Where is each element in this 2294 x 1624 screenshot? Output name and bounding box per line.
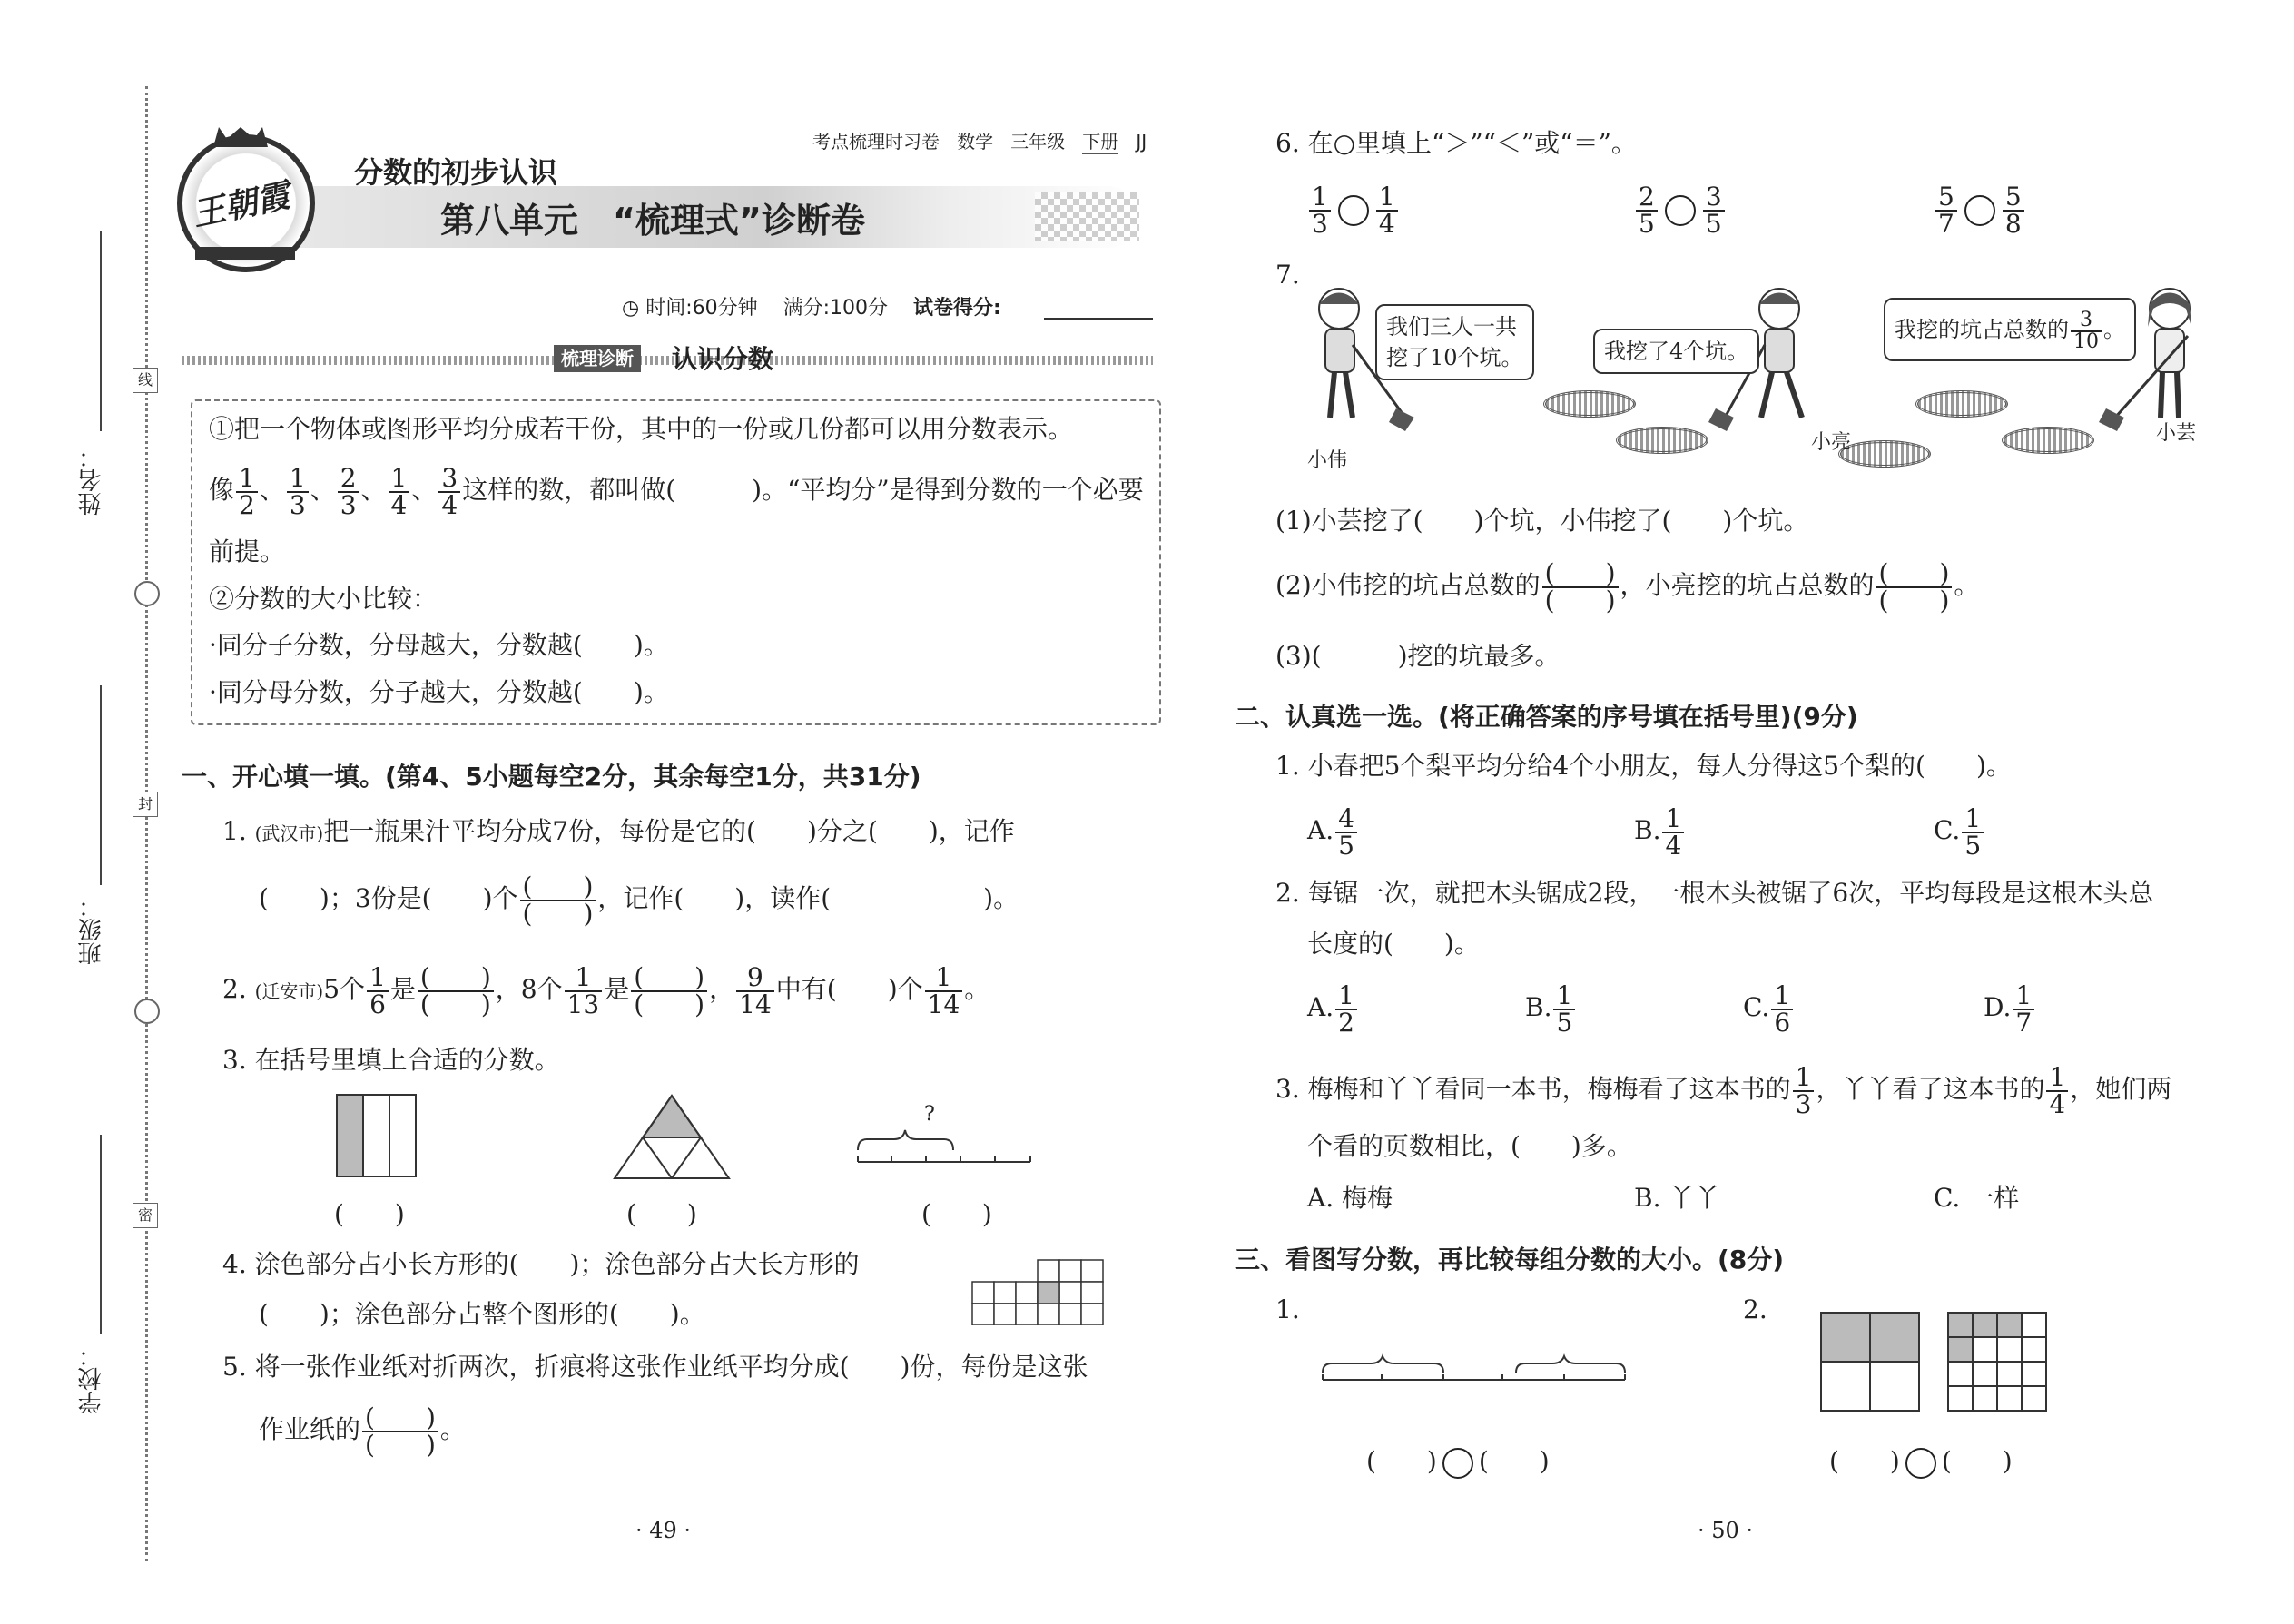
class-underline[interactable] [100, 685, 102, 885]
q1-source: (武汉市) [254, 822, 324, 844]
school-label: 学校： [78, 1343, 105, 1414]
name-xiaowei: 小伟 [1307, 449, 1348, 472]
score-field[interactable] [1044, 318, 1153, 320]
school-underline[interactable] [100, 1135, 102, 1334]
q4-line2: ( )；涂色部分占整个图形的( )。 [259, 1299, 705, 1329]
q3-segment-figure [853, 1112, 1035, 1176]
class-label: 班级： [78, 894, 105, 965]
s2-q1-option-b[interactable]: B. $\frac{1}{4}$ [1634, 799, 1686, 862]
s3-q2-square-4x4 [1947, 1312, 2047, 1412]
q6-frac-1-4: $\frac{1}{4}$ [1376, 184, 1398, 237]
review-frac-1: $\frac{1}{2}$ [236, 466, 258, 518]
q3-question-mark: ? [924, 1103, 935, 1126]
q6-compare-circle-1[interactable] [1338, 195, 1369, 226]
q7-sub3: (3)( )挖的坑最多。 [1275, 641, 1561, 671]
q6-pair-2 [1634, 172, 1727, 245]
q7-sub2: (2)小伟挖的坑占总数的 $\frac{( )}{( )}$ ，小亮挖的坑占总数的 $\frac{( )}{( )}$ 。 [1275, 557, 1980, 615]
header-grade: 三年级 [1010, 131, 1066, 153]
logo-text: 王朝霞 [189, 176, 293, 234]
name-label: 姓名： [78, 445, 105, 516]
q2-frac-1-6: $\frac{1}{6}$ [367, 965, 389, 1018]
logo-crown-icon [213, 127, 268, 147]
header-meta [812, 127, 1147, 153]
q3-rectangle-figure [336, 1094, 418, 1177]
exam-full-score: 满分:100分 [783, 297, 889, 320]
pit-1 [1543, 390, 1636, 418]
exam-info [622, 292, 1001, 325]
s2-q1-option-a[interactable]: A. $\frac{4}{5}$ [1307, 799, 1359, 862]
yun-frac-3-10: $\frac{3}{10}$ [2071, 310, 2102, 352]
binding-mark-line: 线 [133, 368, 158, 393]
pit-5 [2002, 427, 2094, 454]
q2-source: (迁安市) [254, 980, 324, 1002]
score-label: 试卷得分: [913, 297, 1001, 320]
q2-blank-fraction-1[interactable]: $\frac{( )}{( )}$ [418, 965, 494, 1018]
q7-number: 7. [1275, 260, 1300, 290]
section1-title: 一、开心填一填。(第4、5小题每空2分，其余每空1分，共31分) [182, 762, 921, 792]
q4-grid-figure [971, 1257, 1108, 1325]
header-edition: JJ [1136, 131, 1147, 153]
binding-mark-seal: 封 [133, 792, 158, 817]
q3-answer-2[interactable]: ( ) [626, 1199, 697, 1229]
section3-title: 三、看图写分数，再比较每组分数的大小。(8分) [1235, 1245, 1785, 1275]
binding-dotted-line [145, 86, 148, 1561]
q3-triangle-figure [613, 1094, 731, 1180]
review-divider [182, 356, 1153, 365]
page-number-right: · 50 · [1698, 1518, 1754, 1543]
s2-q2-option-b[interactable]: B. $\frac{1}{5}$ [1525, 976, 1577, 1039]
q2-frac-1-13: $\frac{1}{13}$ [565, 965, 603, 1018]
exam-time: 时间:60分钟 [645, 297, 758, 320]
topic-title: 分数的初步认识 [354, 155, 558, 190]
binding-icon-2 [134, 999, 160, 1024]
q1-blank-fraction[interactable]: $\frac{( )}{( )}$ [520, 874, 596, 927]
review-frac-4: $\frac{1}{4}$ [389, 466, 410, 518]
page-number-left: · 49 · [635, 1518, 692, 1543]
review-frac-5: $\frac{3}{4}$ [438, 466, 460, 518]
q2-frac-9-14: $\frac{9}{14}$ [736, 965, 774, 1018]
q3-answer-1[interactable]: ( ) [334, 1199, 405, 1229]
q3-title: 3. 在括号里填上合适的分数。 [222, 1045, 560, 1075]
review-p2-b: ·同分母分数，分子越大，分数越( )。 [209, 677, 669, 707]
q5-blank-fraction[interactable]: $\frac{( )}{( )}$ [362, 1405, 438, 1458]
s2-q3-frac-1-3: $\frac{1}{3}$ [1793, 1065, 1815, 1117]
q6-pair-3 [1934, 172, 2026, 245]
review-tag: 梳理诊断 [554, 345, 641, 372]
s2-q2-line1: 2. 每锯一次，就把木头锯成2段，一根木头被锯了6次，平均每段是这根木头总 [1275, 878, 2154, 908]
s2-q3-option-c[interactable]: C. 一样 [1934, 1183, 2020, 1213]
s3-q2-square-2x2 [1820, 1312, 1920, 1412]
pit-2 [1616, 427, 1708, 454]
exam-title: 第八单元 “梳理式”诊断卷 [440, 201, 865, 241]
s3-q1-answer[interactable]: ( ) ( ) [1366, 1443, 1550, 1480]
review-p1-line2: 像 $\frac{1}{2}$ 、 $\frac{1}{3}$ 、 $\frac{2}{3}$ 、 $\frac{1}{4}$ 、 $\frac{3}{4}$ 这样的数，都叫做( )。“平均分”是得到分数的一个必要 [209, 462, 1144, 520]
s2-q1-option-c[interactable]: C. $\frac{1}{5}$ [1934, 799, 1985, 862]
s2-q2-line2: 长度的( )。 [1307, 929, 1480, 959]
s2-q2-option-d[interactable]: D. $\frac{1}{7}$ [1984, 976, 2036, 1039]
bubble-xiaoliang: 我挖了4个坑。 [1593, 329, 1759, 374]
logo-ribbon [195, 247, 295, 260]
q1-line2: ( )；3份是( )个 $\frac{( )}{( )}$ ，记作( )，读作( )。 [259, 871, 1019, 929]
q6-title: 6. 在○里填上“＞”“＜”或“＝”。 [1275, 128, 1637, 158]
pit-3 [1915, 390, 2008, 418]
q6-frac-5-7: $\frac{5}{7}$ [1935, 184, 1957, 237]
q5-line2: 作业纸的 $\frac{( )}{( )}$ 。 [259, 1402, 466, 1460]
q6-pair-1 [1307, 172, 1400, 245]
review-heading: 认识分数 [672, 344, 774, 374]
q4-line1: 4. 涂色部分占小长方形的( )；涂色部分占大长方形的 [222, 1249, 860, 1279]
s2-q2-option-a[interactable]: A. $\frac{1}{2}$ [1307, 976, 1359, 1039]
q5-line1: 5. 将一张作业纸对折两次，折痕将这张作业纸平均分成( )份，每份是这张 [222, 1352, 1088, 1382]
name-underline[interactable] [100, 231, 102, 431]
q7-blank-fraction-2[interactable]: $\frac{( )}{( )}$ [1876, 561, 1953, 614]
clock-icon: ◷ [622, 297, 640, 320]
header-volume: 下册 [1082, 131, 1119, 153]
review-p1-line3: 前提。 [209, 536, 286, 566]
s3-q1-segment-figure [1321, 1353, 1629, 1389]
q1-line1: 1. (武汉市)把一瓶果汁平均分成7份，每份是它的( )分之( )，记作 [222, 816, 1015, 846]
q3-answer-3[interactable]: ( ) [921, 1199, 992, 1229]
review-p1-line1: ①把一个物体或图形平均分成若干份，其中的一份或几份都可以用分数表示。 [209, 414, 1074, 444]
q7-sub1: (1)小芸挖了( )个坑，小伟挖了( )个坑。 [1275, 506, 1809, 536]
s3-q2-compare-circle[interactable] [1905, 1448, 1936, 1479]
header-subject: 数学 [957, 131, 994, 153]
q6-frac-2-5: $\frac{2}{5}$ [1636, 184, 1658, 237]
s2-q3-line1: 3. 梅梅和丫丫看同一本书，梅梅看了这本书的 $\frac{1}{3}$ ，丫丫看了这本书的 $\frac{1}{4}$ ，她们两 [1275, 1061, 2172, 1119]
s2-q3-option-b[interactable]: B. 丫丫 [1634, 1183, 1720, 1213]
review-p1-prefix: 像 [209, 475, 235, 505]
section2-title: 二、认真选一选。(将正确答案的序号填在括号里)(9分) [1235, 702, 1858, 732]
s3-q1-number: 1. [1275, 1294, 1300, 1324]
binding-mark-fold: 密 [133, 1203, 158, 1228]
q2-frac-1-14: $\frac{1}{14}$ [925, 965, 963, 1018]
s2-q1: 1. 小春把5个梨平均分给4个小朋友，每人分得这5个梨的( )。 [1275, 751, 2012, 781]
name-xiaoliang: 小亮 [1811, 431, 1852, 454]
binding-icon-1 [134, 581, 160, 606]
q6-compare-circle-3[interactable] [1964, 195, 1995, 226]
review-frac-3: $\frac{2}{3}$ [338, 466, 359, 518]
s2-q3-frac-1-4: $\frac{1}{4}$ [2046, 1065, 2068, 1117]
s2-q3-option-a[interactable]: A. 梅梅 [1307, 1183, 1393, 1213]
q2-line: 2. (迁安市)5个 $\frac{1}{6}$ 是 $\frac{( )}{( )}$ ，8个 $\frac{1}{13}$ 是 $\frac{( )}{( )}$ ， $\frac{9}{14}$ 中有( )个 $\frac{1}{14}$ 。 [222, 961, 990, 1019]
q6-frac-1-3: $\frac{1}{3}$ [1309, 184, 1331, 237]
s2-q3-line2: 个看的页数相比，( )多。 [1307, 1131, 1632, 1161]
banner-checker [1035, 192, 1139, 241]
name-xiaoyun: 小芸 [2156, 422, 2197, 445]
pit-4 [1838, 440, 1931, 468]
s3-q1-compare-circle[interactable] [1442, 1448, 1473, 1479]
review-frac-2: $\frac{1}{3}$ [287, 466, 309, 518]
q6-frac-3-5: $\frac{3}{5}$ [1703, 184, 1725, 237]
review-p2-title: ②分数的大小比较： [209, 584, 438, 614]
review-p1-suffix: 这样的数，都叫做( )。“平均分”是得到分数的一个必要 [462, 475, 1144, 505]
q2-blank-fraction-2[interactable]: $\frac{( )}{( )}$ [631, 965, 707, 1018]
q6-frac-5-8: $\frac{5}{8}$ [2003, 184, 2024, 237]
bubble-xiaowei: 我们三人一共 挖了10个坑。 [1375, 304, 1534, 380]
s3-q2-number: 2. [1743, 1294, 1767, 1324]
s2-q2-option-c[interactable]: C. $\frac{1}{6}$ [1743, 976, 1795, 1039]
s3-q2-answer[interactable]: ( ) ( ) [1829, 1443, 2013, 1480]
header-series: 考点梳理时习卷 [812, 131, 940, 153]
bubble-xiaoyun: 我挖的坑占总数的 $\frac{3}{10}$ 。 [1884, 298, 2136, 361]
review-p2-a: ·同分子分数，分母越大，分数越( )。 [209, 630, 669, 660]
q7-blank-fraction-1[interactable]: $\frac{( )}{( )}$ [1542, 561, 1619, 614]
q6-compare-circle-2[interactable] [1665, 195, 1696, 226]
